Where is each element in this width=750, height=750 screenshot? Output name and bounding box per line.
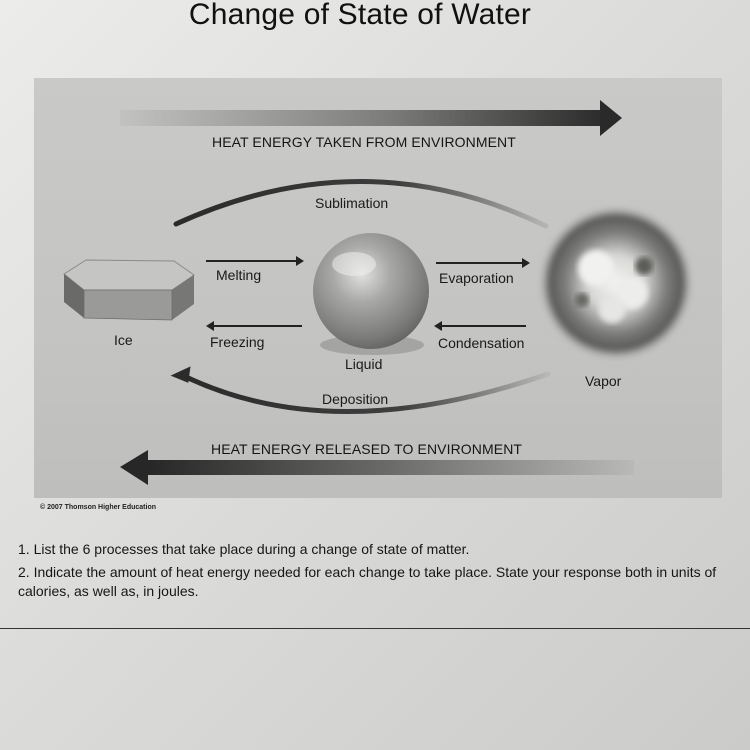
sublimation-label: Sublimation [315, 195, 389, 211]
liquid-label: Liquid [345, 356, 383, 372]
freezing-label: Freezing [210, 334, 265, 350]
evaporation-arrow [436, 258, 530, 268]
vapor-cloud [538, 205, 694, 361]
liquid-sphere [313, 233, 429, 355]
question-text: Indicate the amount of heat energy needed for each change to take place. State your response both in units of calories, as well as, in joules. [18, 564, 717, 599]
melting-label: Melting [216, 267, 262, 283]
divider-line [0, 628, 750, 629]
state-change-diagram [34, 78, 722, 498]
condensation-label: Condensation [438, 335, 525, 351]
heat-taken-label: HEAT ENERGY TAKEN FROM ENVIRONMENT [212, 134, 516, 150]
vapor-label: Vapor [585, 373, 622, 389]
heat-released-label: HEAT ENERGY RELEASED TO ENVIRONMENT [211, 441, 523, 457]
page-title: Change of State of Water [188, 0, 532, 31]
freezing-arrow [206, 321, 302, 331]
melting-arrow [206, 256, 304, 266]
copyright-credit: © 2007 Thomson Higher Education [40, 504, 157, 511]
question-number: 1. [18, 541, 30, 557]
question-item [18, 540, 738, 559]
question-number: 2. [18, 564, 30, 580]
ice-block [64, 260, 194, 320]
question-text: List the 6 processes that take place during a change of state of matter. [33, 541, 470, 557]
question-item [18, 563, 738, 601]
heat-taken-arrow [120, 100, 622, 136]
deposition-label: Deposition [322, 391, 389, 407]
ice-label: Ice [114, 332, 133, 348]
question-list [18, 540, 738, 605]
condensation-arrow [434, 321, 526, 331]
evaporation-label: Evaporation [439, 270, 514, 286]
